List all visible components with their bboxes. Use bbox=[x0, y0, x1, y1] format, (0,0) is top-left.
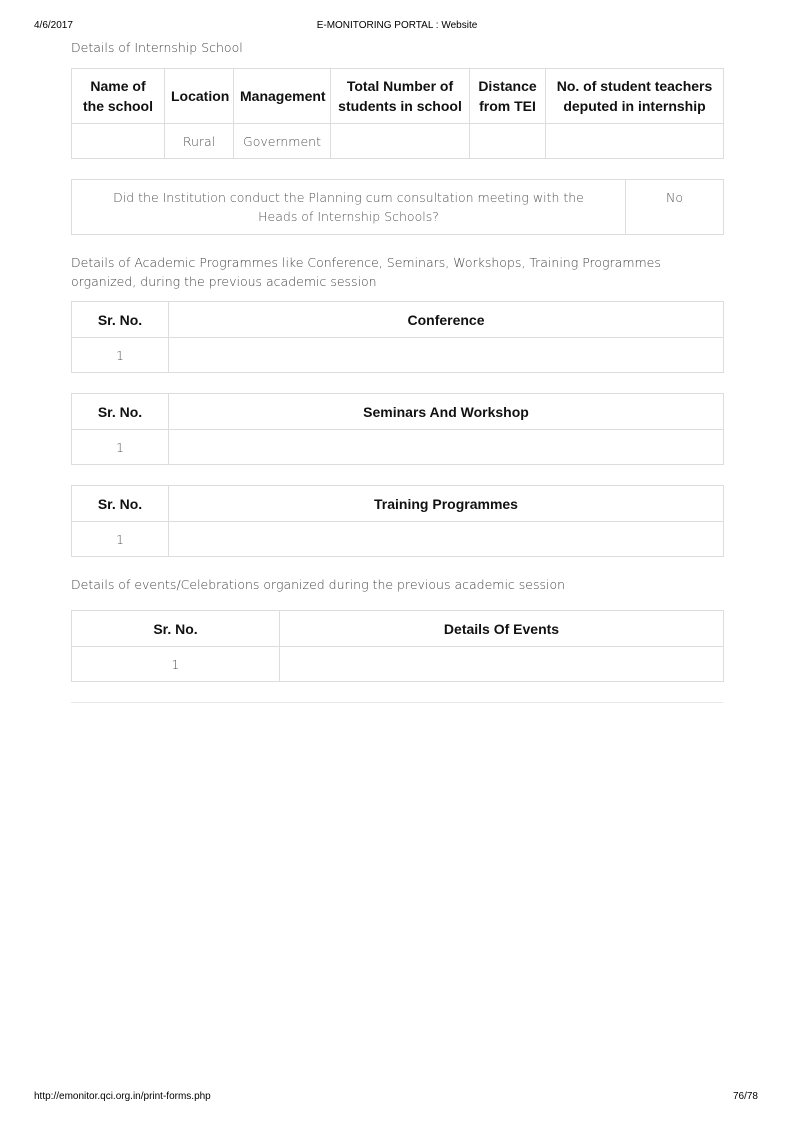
cell-sr-no: 1 bbox=[72, 430, 169, 465]
cell-location: Rural bbox=[165, 124, 234, 159]
table-header-row bbox=[72, 69, 724, 124]
cell-sr-no: 1 bbox=[72, 338, 169, 373]
header-school-name: Name of the school bbox=[72, 69, 165, 124]
planning-meeting-question: Did the Institution conduct the Planning cum consultation meeting with the Heads of Internship Schools? bbox=[72, 180, 626, 235]
cell-sr-no: 1 bbox=[72, 522, 169, 557]
print-title: E-MONITORING PORTAL : Website bbox=[316, 20, 478, 31]
cell-training bbox=[169, 522, 724, 557]
table-header-row bbox=[72, 394, 724, 430]
cell-sr-no: 1 bbox=[72, 647, 280, 682]
print-date: 4/6/2017 bbox=[34, 20, 73, 31]
training-programmes-table bbox=[71, 485, 724, 557]
header-total-students: Total Number of students in school bbox=[331, 69, 470, 124]
cell-student-teachers bbox=[546, 124, 724, 159]
header-sr-no: Sr. No. bbox=[72, 611, 280, 647]
table-row bbox=[72, 338, 724, 373]
events-table bbox=[71, 610, 724, 682]
planning-meeting-table bbox=[71, 179, 724, 235]
cell-management: Government bbox=[234, 124, 331, 159]
header-distance: Distance from TEI bbox=[470, 69, 546, 124]
header-details-of-events: Details Of Events bbox=[280, 611, 724, 647]
table-row bbox=[72, 430, 724, 465]
table-header-row bbox=[72, 611, 724, 647]
table-header-row bbox=[72, 302, 724, 338]
form-content bbox=[71, 38, 723, 703]
planning-meeting-answer: No bbox=[626, 180, 724, 235]
cell-conference bbox=[169, 338, 724, 373]
cell-distance bbox=[470, 124, 546, 159]
internship-school-table bbox=[71, 68, 724, 159]
header-sr-no: Sr. No. bbox=[72, 394, 169, 430]
conference-table bbox=[71, 301, 724, 373]
header-conference: Conference bbox=[169, 302, 724, 338]
cell-seminars bbox=[169, 430, 724, 465]
header-sr-no: Sr. No. bbox=[72, 486, 169, 522]
cell-event-details bbox=[280, 647, 724, 682]
internship-school-title: Details of Internship School bbox=[71, 40, 243, 55]
section-divider bbox=[71, 702, 723, 703]
table-row bbox=[72, 522, 724, 557]
cell-school-name bbox=[72, 124, 165, 159]
print-url: http://emonitor.qci.org.in/print-forms.php bbox=[34, 1091, 211, 1102]
header-training: Training Programmes bbox=[169, 486, 724, 522]
page-number: 76/78 bbox=[732, 1091, 758, 1102]
header-student-teachers: No. of student teachers deputed in internship bbox=[546, 69, 724, 124]
header-management: Management bbox=[234, 69, 331, 124]
header-sr-no: Sr. No. bbox=[72, 302, 169, 338]
table-header-row bbox=[72, 486, 724, 522]
header-seminars: Seminars And Workshop bbox=[169, 394, 724, 430]
events-title: Details of events/Celebrations organized during the previous academic session bbox=[71, 577, 566, 592]
table-row bbox=[72, 647, 724, 682]
seminars-table bbox=[71, 393, 724, 465]
table-row bbox=[72, 124, 724, 159]
academic-programmes-title: Details of Academic Programmes like Conference, Seminars, Workshops, Training Programmes organized, during the previous academic session bbox=[71, 255, 661, 289]
header-location: Location bbox=[165, 69, 234, 124]
cell-total-students bbox=[331, 124, 470, 159]
table-row bbox=[72, 180, 724, 235]
